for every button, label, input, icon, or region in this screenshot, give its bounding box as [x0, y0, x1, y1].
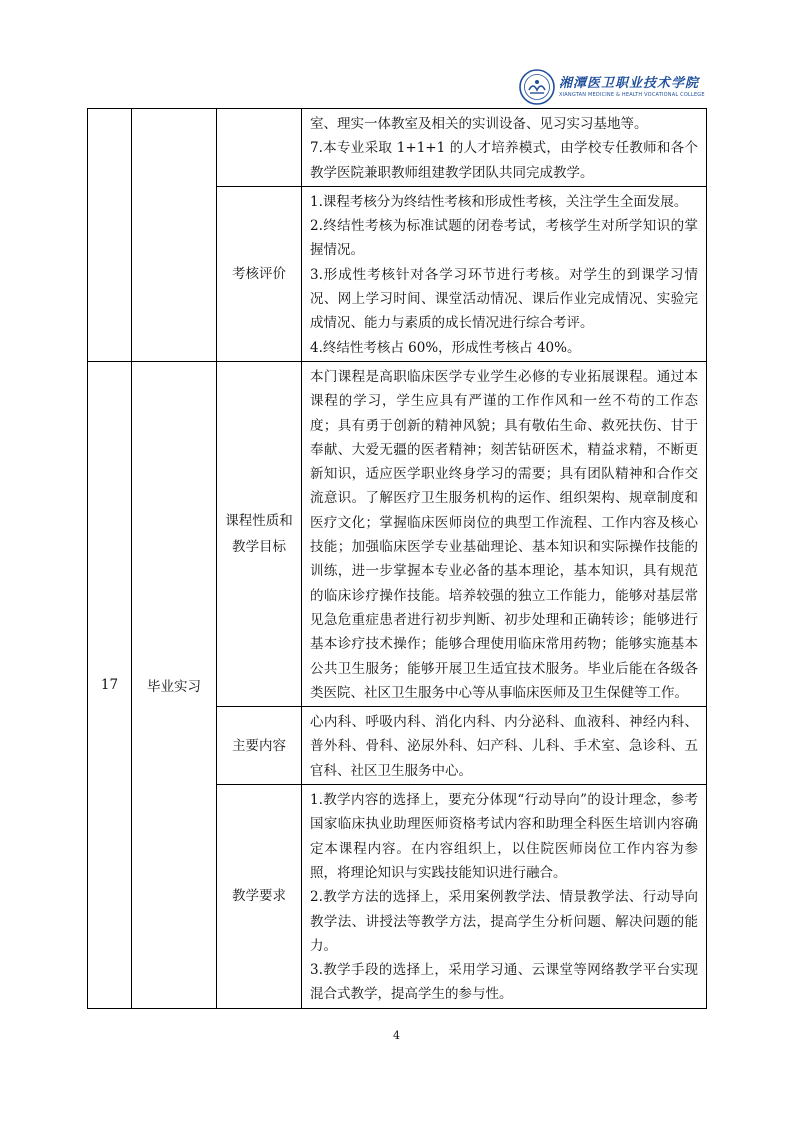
paragraph: 2.终结性考核为标准试题的闭卷考试，考核学生对所学知识的掌握情况。: [310, 218, 698, 259]
paragraph: 3.教学手段的选择上，采用学习通、云课堂等网络教学平台实现混合式教学，提高学生的参与性。: [310, 962, 698, 1003]
course-name-cell: 毕业实习: [132, 361, 217, 1008]
paragraph: 3.形成性考核针对各学习环节进行考核。对学生的到课学习情况、网上学习时间、课堂活动情况、课后作业完成情况、实验完成情况、能力与素质的成长情况进行综合考评。: [310, 266, 698, 332]
teaching-requirements-cell: [302, 785, 707, 1009]
paragraph: 1.教学内容的选择上，要充分体现“行动导向”的设计理念，参考国家临床执业助理医师资格考试内容和助理全科医生培训内容确定本课程内容。在内容组织上，以住院医师岗位工作内容为参照，将理论知识与实践技能知识进行融合。: [310, 792, 698, 881]
paragraph: 本门课程是高职临床医学专业学生必修的专业拓展课程。通过本课程的学习，学生应具有严谨的工作作风和一丝不苟的工作态度；具有勇于创新的精神风貌；具有敬佑生命、救死扶伤、甘于奉献、大爱无疆的医者精神；刻苦钻研医术，精益求精，不断更新知识，适应医学职业终身学习的需要；具有团队精神和合作交流意识。了解医疗卫生服务机构的运作、组织架构、规章制度和医疗文化；掌握临床医师岗位的典型工作流程、工作内容及核心技能；加强临床医学专业基础理论、基本知识和实际操作技能的训练，进一步掌握本专业必备的基本理论，基本知识，具有规范的临床诊疗操作技能。培养较强的独立工作能力，能够对基层常见急危重症患者进行初步判断、初步处理和正确转诊；能够进行基本诊疗技术操作；能够合理使用临床常用药物；能够实施基本公共卫生服务；能够开展卫生适宜技术服务。毕业后能在各级各类医院、社区卫生服务中心等从事临床医师及卫生保健等工作。: [310, 368, 698, 701]
category-cell: [217, 186, 302, 361]
category-cell: [217, 109, 302, 187]
course-number-cell: [88, 109, 132, 362]
college-english-name: XIANGTAN MEDICINE & HEALTH VOCATIONAL COLLEGE: [559, 91, 705, 98]
paragraph: 2.教学方法的选择上，采用案例教学法、情景教学法、行动导向教学法、讲授法等教学方法，提高学生分析问题、解决问题的能力。: [310, 889, 698, 954]
college-logo: [519, 68, 709, 106]
paragraph: 1.课程考核分为终结性考核和形成性考核，关注学生全面发展。: [310, 193, 688, 210]
category-label: 课程性质和教学目标: [225, 513, 293, 556]
course-number-cell: 17: [88, 361, 132, 1008]
paragraph: 4.终结性考核占 60%，形成性考核占 40%。: [310, 339, 581, 356]
main-content-cell: [302, 707, 707, 785]
curriculum-table: [87, 108, 707, 1009]
course-nature-cell: [302, 361, 707, 706]
category-label: 主要内容: [232, 737, 286, 754]
category-cell: [217, 361, 302, 706]
table-row: [88, 361, 707, 706]
category-cell: [217, 785, 302, 1009]
college-name: 湘潭医卫职业技术学院: [559, 75, 700, 91]
page-number: 4: [393, 1029, 400, 1042]
table-row: [88, 109, 707, 187]
course-name-cell: [132, 109, 217, 362]
paragraph: 室、理实一体教室及相关的实训设备、见习实习基地等。: [310, 116, 648, 132]
category-cell: [217, 707, 302, 785]
category-label: 教学要求: [232, 888, 286, 905]
category-label: 考核评价: [232, 265, 286, 282]
paragraph: 心内科、呼吸内科、消化内科、内分泌科、血液科、神经内科、普外科、骨科、泌尿外科、妇产科、儿科、手术室、急诊科、五官科、社区卫生服务中心。: [310, 714, 698, 779]
college-seal-icon: [519, 69, 555, 105]
assessment-cell: [302, 186, 707, 361]
teaching-conditions-cell: [302, 109, 707, 187]
paragraph: 7.本专业采取 1+1+1 的人才培养模式，由学校专任教师和各个教学医院兼职教师组建教学团队共同完成教学。: [310, 140, 698, 181]
